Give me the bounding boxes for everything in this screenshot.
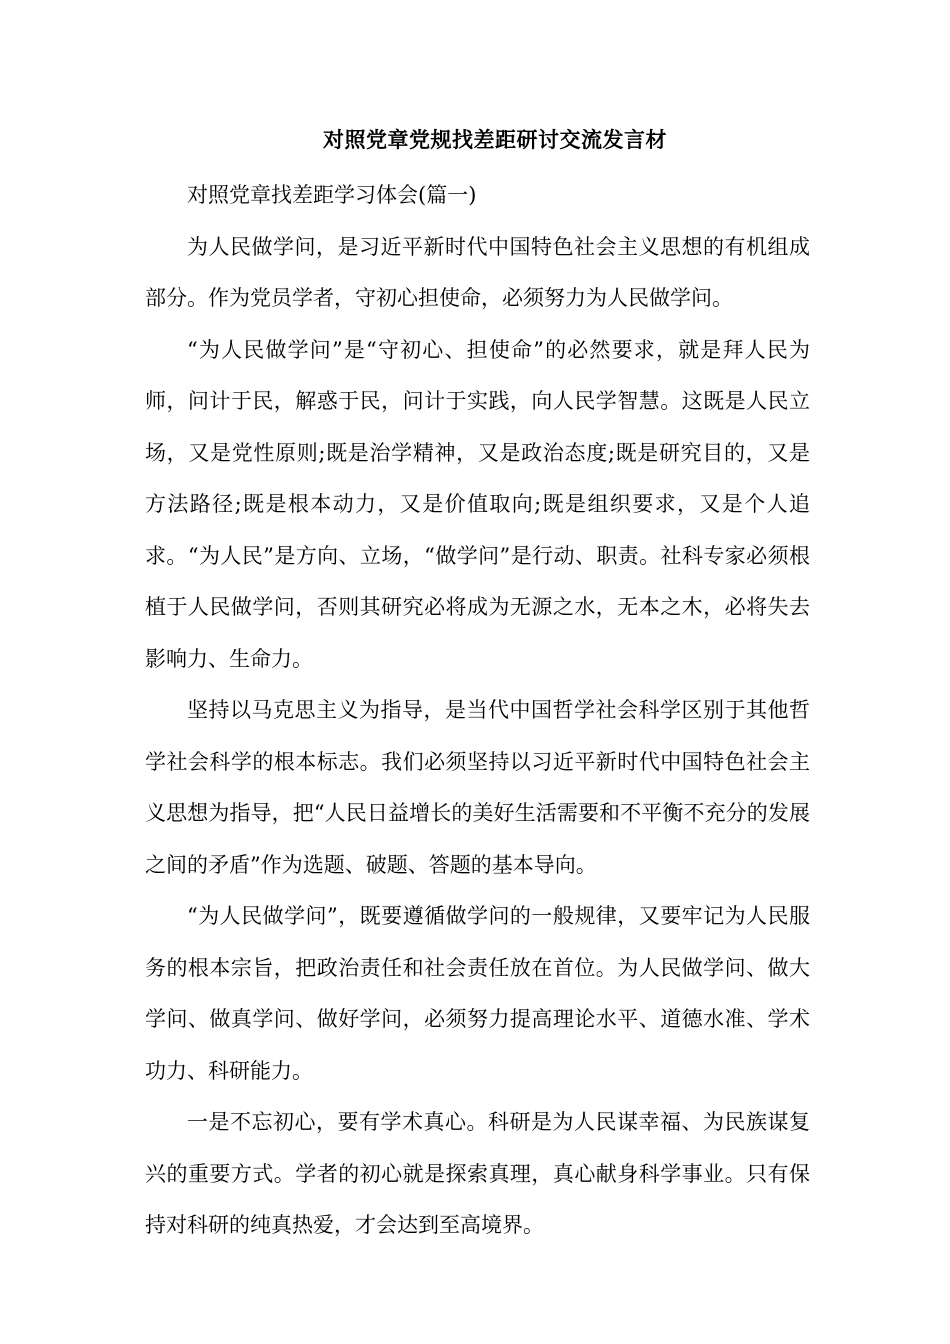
paragraph-1: 为人民做学问，是习近平新时代中国特色社会主义思想的有机组成部分。作为党员学者，守初心担使命，必须努力为人民做学问。 [145, 234, 810, 310]
paragraph-5: 一是不忘初心，要有学术真心。科研是为人民谋幸福、为民族谋复兴的重要方式。学者的初心就是探索真理，真心献身科学事业。只有保持对科研的纯真热爱，才会达到至高境界。 [145, 1110, 810, 1237]
paragraph-3: 坚持以马克思主义为指导，是当代中国哲学社会科学区别于其他哲学社会科学的根本标志。我们必须坚持以习近平新时代中国特色社会主义思想为指导，把“人民日益增长的美好生活需要和不平衡不充分的发展之间的矛盾”作为选题、破题、答题的基本导向。 [145, 698, 810, 877]
paragraph-4: “为人民做学问”，既要遵循做学问的一般规律，又要牢记为人民服务的根本宗旨，把政治责任和社会责任放在首位。为人民做学问、做大学问、做真学问、做好学问，必须努力提高理论水平、道德水准、学术功力、科研能力。 [145, 904, 810, 1083]
document-title: 对照党章党规找差距研讨交流发言材 [323, 127, 667, 152]
document-body [145, 170, 810, 1252]
paragraph-2: “为人民做学问”是“守初心、担使命”的必然要求，就是拜人民为师，问计于民，解惑于民，问计于实践，向人民学智慧。这既是人民立场，又是党性原则;既是治学精神，又是政治态度;既是研究目的，又是方法路径;既是根本动力，又是价值取向;既是组织要求，又是个人追求。“为人民”是方向、立场，“做学问”是行动、职责。社科专家必须根植于人民做学问，否则其研究必将成为无源之水，无本之木，必将失去影响力、生命力。 [145, 337, 810, 671]
section-subtitle: 对照党章找差距学习体会(篇一) [187, 183, 477, 207]
